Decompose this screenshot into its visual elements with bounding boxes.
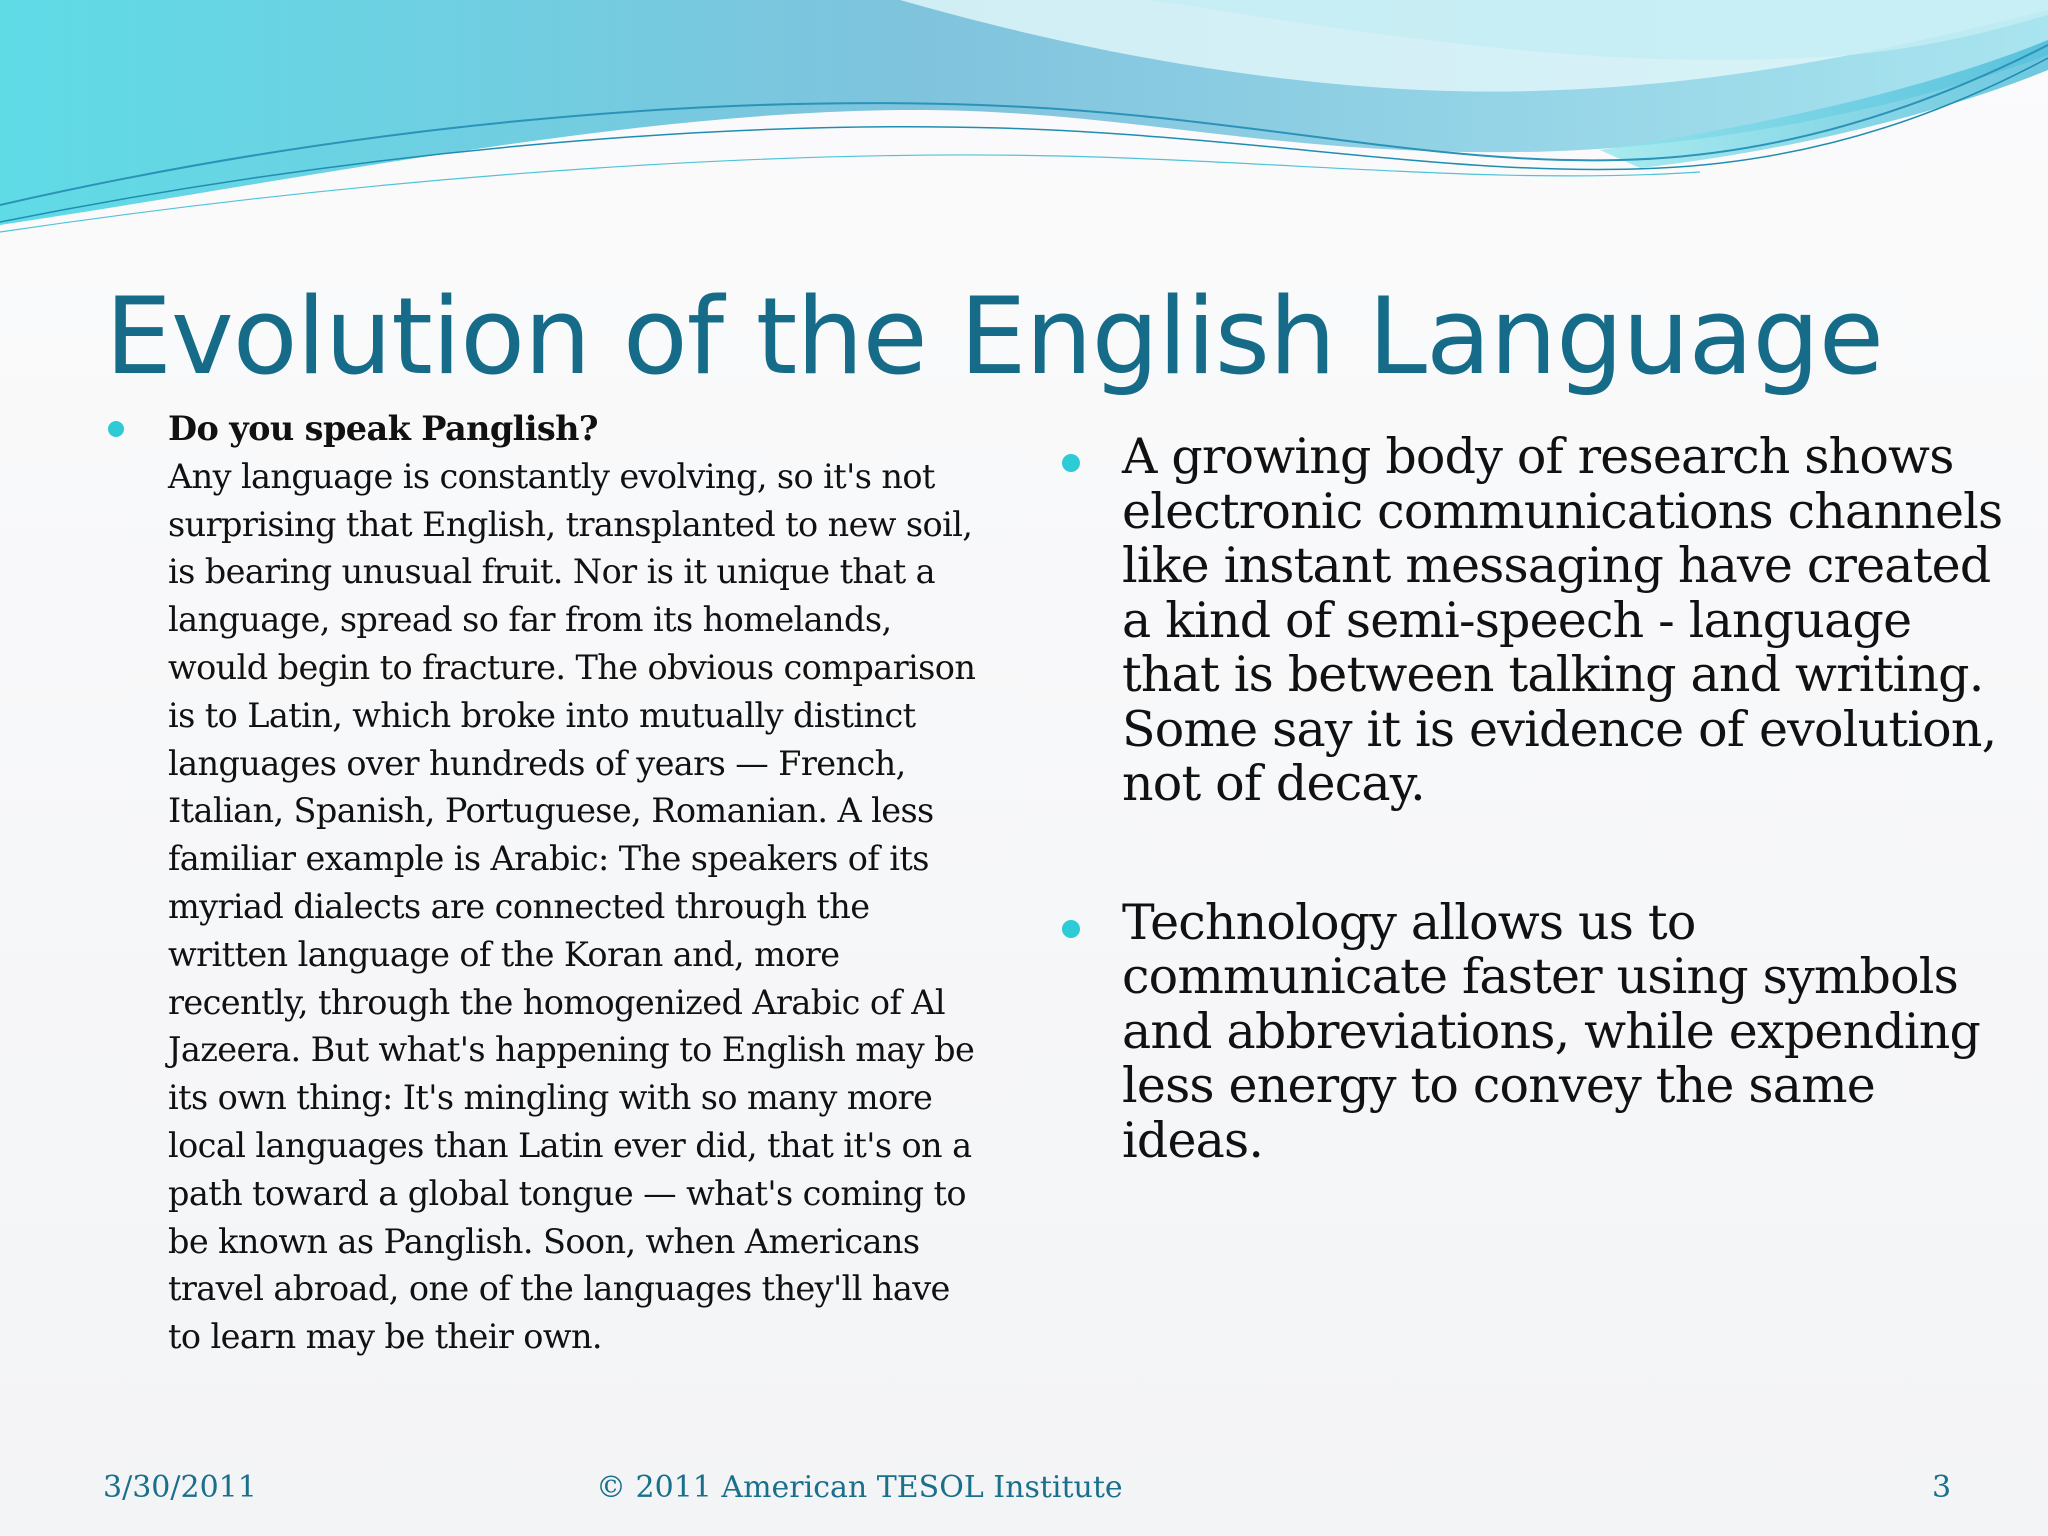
footer-copyright: © 2011 American TESOL Institute [596, 1470, 1123, 1505]
right-bullet-item [1058, 430, 2018, 812]
right-bullet-item [1058, 893, 2018, 1169]
bullet-dot-icon [1062, 920, 1080, 938]
bullet-body: Any language is constantly evolving, so it's not surprising that English, transplanted to new soil, is bearing unusual fruit. Nor is it unique that a language, spread so far from its homelands, would begin to fracture. The obvious comparison is to Latin, which broke into mutually distinct languages over hundreds of years — French, Italian, Spanish, Portuguese, Romanian. A less familiar example is Arabic: The speakers of its myriad dialects are connected through the written language of the Koran and, more recently, through the homogenized Arabic of Al Jazeera. But what's happening to English may be its own thing: It's mingling with so many more local languages than Latin ever did, that it's on a path toward a global tongue — what's coming to be known as Panglish. Soon, when Americans travel abroad, one of the languages they'll have to learn may be their own. [168, 456, 976, 1357]
left-bullet-text [168, 405, 984, 1361]
slide-title: Evolution of the English Language [105, 275, 1884, 398]
left-column [104, 405, 984, 1361]
right-bullet-text: A growing body of research shows electronic communications channels like instant messaging have created a kind of semi-speech - language that is between talking and writing. Some say it is evidence of evolution, not of decay. [1122, 428, 2003, 812]
bullet-heading: Do you speak Panglish? [168, 409, 598, 448]
footer-page-number: 3 [1932, 1470, 1952, 1505]
header-wave-decoration [0, 0, 2048, 240]
footer-date: 3/30/2011 [103, 1470, 257, 1505]
left-bullet-item [104, 405, 984, 1361]
bullet-dot-icon [1062, 454, 1080, 472]
bullet-dot-icon [108, 421, 124, 437]
right-column [1058, 430, 2018, 1168]
right-bullet-text: Technology allows us to communicate faster using symbols and abbreviations, while expending less energy to convey the same ideas. [1122, 893, 1981, 1169]
